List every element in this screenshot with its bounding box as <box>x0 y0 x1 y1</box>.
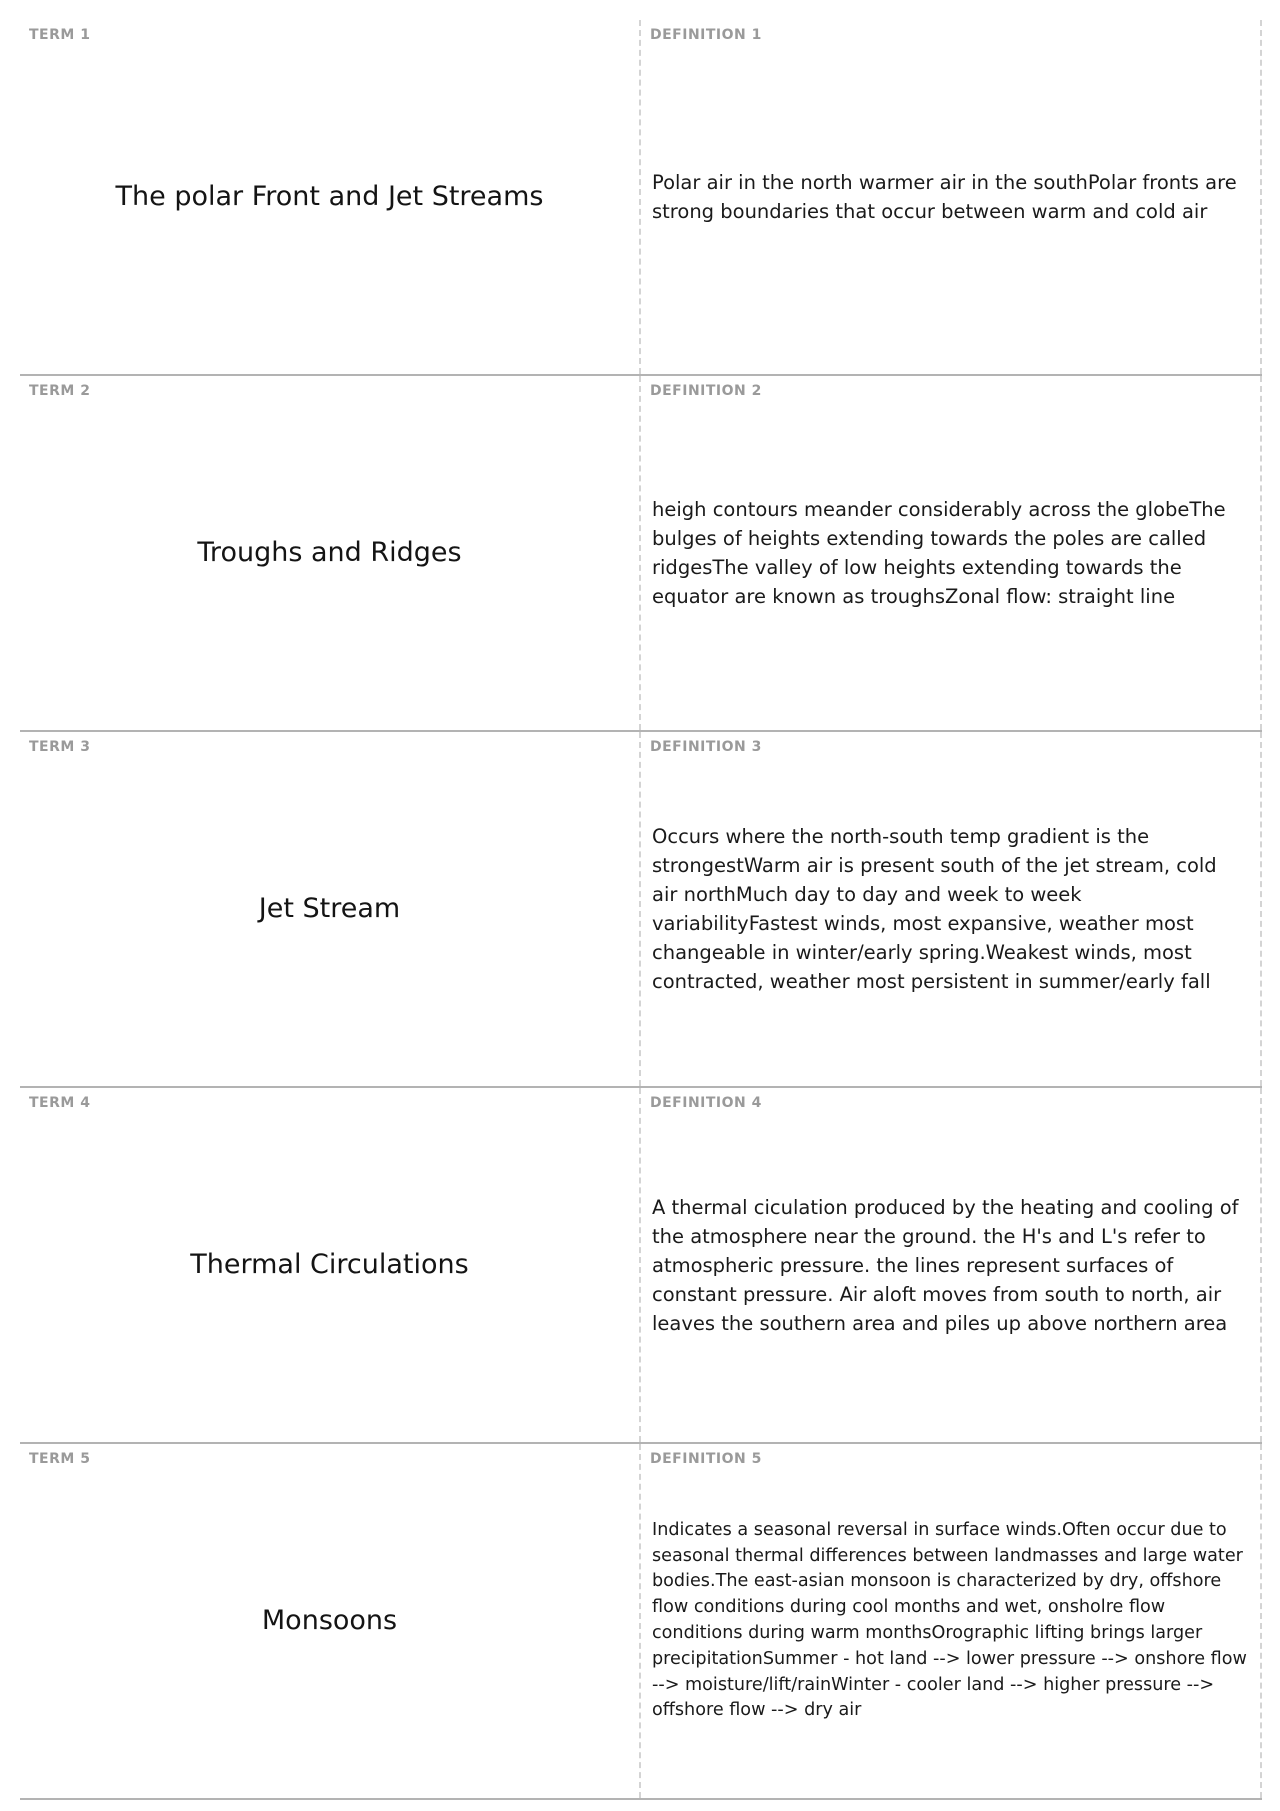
term-body <box>20 20 639 374</box>
term-label: TERM 3 <box>29 739 91 755</box>
definition-label: DEFINITION 2 <box>650 383 762 399</box>
card-row <box>20 1088 1262 1444</box>
definition-body <box>641 732 1260 1086</box>
card-row <box>20 1444 1262 1800</box>
definition-body <box>641 20 1260 374</box>
term-body <box>20 376 639 730</box>
definition-cell <box>641 732 1262 1086</box>
term-text: Monsoons <box>261 1604 398 1636</box>
definition-text: Polar air in the north warmer air in the southPolar fronts are strong boundaries that occur between warm and cold air <box>652 171 1237 223</box>
term-body <box>20 1088 639 1442</box>
term-label: TERM 2 <box>29 383 91 399</box>
definition-label: DEFINITION 4 <box>650 1095 762 1111</box>
card-row <box>20 732 1262 1088</box>
definition-label: DEFINITION 1 <box>650 27 762 43</box>
definition-cell <box>641 1088 1262 1442</box>
term-cell <box>20 1088 641 1442</box>
term-body <box>20 1444 639 1798</box>
definition-label: DEFINITION 3 <box>650 739 762 755</box>
definition-label: DEFINITION 5 <box>650 1451 762 1467</box>
term-cell <box>20 376 641 730</box>
card-row <box>20 20 1262 376</box>
term-cell <box>20 732 641 1086</box>
term-text: The polar Front and Jet Streams <box>115 180 544 212</box>
card-row <box>20 376 1262 732</box>
term-cell <box>20 20 641 374</box>
definition-cell <box>641 1444 1262 1798</box>
term-label: TERM 5 <box>29 1451 91 1467</box>
flashcard-sheet <box>20 20 1262 1800</box>
term-text: Troughs and Ridges <box>197 536 462 568</box>
definition-cell <box>641 20 1262 374</box>
definition-text: Occurs where the north-south temp gradient is the strongestWarm air is present south of the jet stream, cold air northMuch day to day and week to week variabilityFastest winds, most expansive, weather most changeable in winter/early spring.Weakest winds, most contracted, weather most persistent in summer/early fall <box>652 825 1217 993</box>
definition-text: A thermal ciculation produced by the heating and cooling of the atmosphere near the ground. the H's and L's refer to atmospheric pressure. the lines represent surfaces of constant pressure. Air aloft moves from south to north, air leaves the southern area and piles up above northern area <box>652 1195 1239 1335</box>
term-label: TERM 4 <box>29 1095 91 1111</box>
term-cell <box>20 1444 641 1798</box>
definition-body <box>641 1088 1260 1442</box>
term-text: Thermal Circulations <box>190 1248 469 1280</box>
definition-body <box>641 376 1260 730</box>
definition-body <box>641 1444 1260 1798</box>
definition-text: Indicates a seasonal reversal in surface winds.Often occur due to seasonal thermal differences between landmasses and large water bodies.The east-asian monsoon is characterized by dry, offshore flow conditions during cool months and wet, onsholre flow conditions during warm monthsOrographic lifting brings larger precipitationSummer - hot land --> lower pressure --> onshore flow --> moisture/lift/rainWinter - cooler land --> higher pressure --> offshore flow --> dry air <box>652 1519 1247 1721</box>
definition-text: heigh contours meander considerably across the globeThe bulges of heights extending towards the poles are called ridgesThe valley of low heights extending towards the equator are known as troughsZonal flow: straight line <box>652 498 1226 608</box>
term-label: TERM 1 <box>29 27 91 43</box>
term-body <box>20 732 639 1086</box>
term-text: Jet Stream <box>258 892 401 924</box>
definition-cell <box>641 376 1262 730</box>
